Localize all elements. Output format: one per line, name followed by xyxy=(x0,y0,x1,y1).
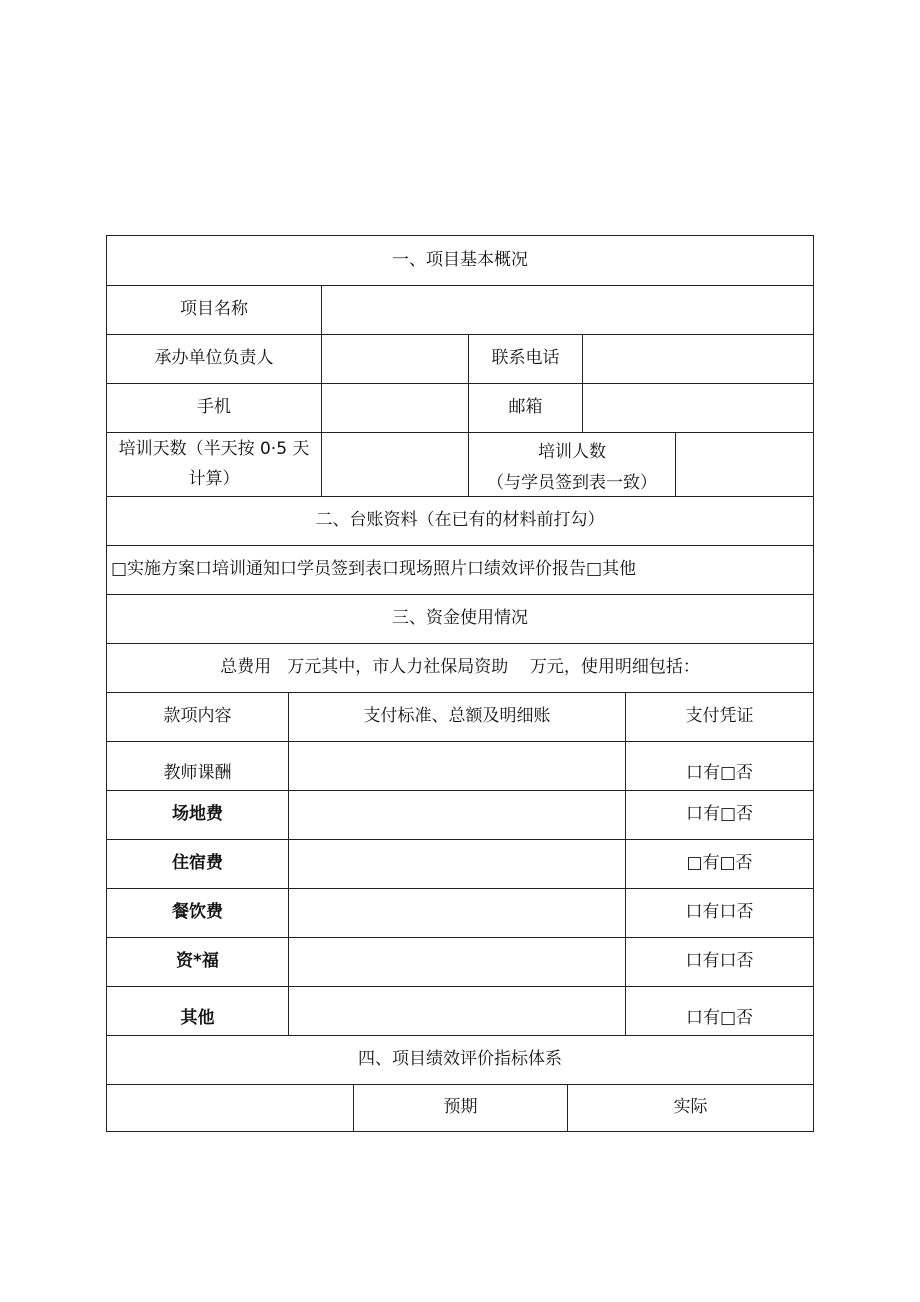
funding-summary: 总费用 万元其中，市人力社保局资助 万元，使用明细包括： xyxy=(220,657,700,678)
section1-title: 一、项目基本概况 xyxy=(392,249,528,270)
expense-header-row xyxy=(107,692,813,741)
section2-title: 二、台账资料（在已有的材料前打勾） xyxy=(315,510,605,531)
performance-header-actual: 实际 xyxy=(567,1085,813,1131)
phone-label: 联系电话 xyxy=(468,335,582,383)
expense-header-detail: 支付标准、总额及明细账 xyxy=(288,693,625,741)
mobile-label: 手机 xyxy=(197,397,231,418)
training-days-label xyxy=(107,433,321,496)
project-name-row xyxy=(107,285,813,334)
performance-header-expected: 预期 xyxy=(353,1085,567,1131)
project-name-field[interactable] xyxy=(321,286,813,334)
materials-row xyxy=(107,545,813,594)
expense-row-teacher-fee xyxy=(107,741,813,790)
expense-voucher-checkbox[interactable]: 口有□否 xyxy=(625,791,813,839)
expense-header-voucher: 支付凭证 xyxy=(625,693,813,741)
expense-item: 其他 xyxy=(180,1007,215,1028)
expense-detail-field[interactable] xyxy=(288,987,625,1035)
project-name-label: 项目名称 xyxy=(180,299,248,320)
expense-item: 资*福 xyxy=(176,951,219,972)
expense-row-catering-fee xyxy=(107,888,813,937)
expense-voucher-checkbox[interactable]: 口有口否 xyxy=(625,889,813,937)
trainees-label-line1: 培训人数 xyxy=(538,442,606,462)
funding-summary-row xyxy=(107,643,813,692)
mobile-row xyxy=(107,383,813,432)
section3-title-row xyxy=(107,594,813,643)
expense-item: 餐饮费 xyxy=(172,902,223,923)
email-field[interactable] xyxy=(582,384,813,432)
performance-header-row xyxy=(107,1084,813,1131)
materials-checklist[interactable]: □实施方案口培训通知口学员签到表口现场照片口绩效评价报告□其他 xyxy=(111,559,637,580)
section1-title-row xyxy=(107,236,813,285)
section3-title: 三、资金使用情况 xyxy=(392,608,528,629)
mobile-field[interactable] xyxy=(321,384,468,432)
expense-row-welfare xyxy=(107,937,813,986)
performance-header-indicator xyxy=(107,1085,353,1131)
leader-field[interactable] xyxy=(321,335,468,383)
trainees-label xyxy=(468,433,675,496)
training-days-label-line2: 计算） xyxy=(188,468,240,489)
expense-voucher-checkbox[interactable]: 口有□否 xyxy=(625,987,813,1035)
expense-row-venue-fee xyxy=(107,790,813,839)
expense-detail-field[interactable] xyxy=(288,742,625,790)
expense-item: 场地费 xyxy=(172,804,223,825)
expense-detail-field[interactable] xyxy=(288,791,625,839)
training-stats-row xyxy=(107,432,813,496)
expense-voucher-checkbox[interactable]: 口有□否 xyxy=(625,742,813,790)
training-days-field[interactable] xyxy=(321,433,468,496)
section4-title: 四、项目绩效评价指标体系 xyxy=(358,1049,562,1070)
expense-detail-field[interactable] xyxy=(288,889,625,937)
expense-detail-field[interactable] xyxy=(288,938,625,986)
leader-label: 承办单位负责人 xyxy=(154,348,274,369)
email-label: 邮箱 xyxy=(468,384,582,432)
expense-voucher-checkbox[interactable]: □有□否 xyxy=(625,840,813,888)
leader-row xyxy=(107,334,813,383)
phone-field[interactable] xyxy=(582,335,813,383)
expense-item: 住宿费 xyxy=(172,853,223,874)
training-project-form xyxy=(106,235,814,1132)
expense-header-item: 款项内容 xyxy=(163,706,232,727)
trainees-field[interactable] xyxy=(675,433,813,496)
expense-voucher-checkbox[interactable]: 口有口否 xyxy=(625,938,813,986)
expense-item: 教师课酬 xyxy=(163,762,232,783)
training-days-label-line1: 培训天数（半天按 0·5 天 xyxy=(118,438,310,459)
trainees-label-line2: （与学员签到表一致） xyxy=(487,473,657,494)
expense-row-other xyxy=(107,986,813,1035)
expense-detail-field[interactable] xyxy=(288,840,625,888)
section4-title-row xyxy=(107,1035,813,1084)
section2-title-row xyxy=(107,496,813,545)
expense-row-lodging-fee xyxy=(107,839,813,888)
